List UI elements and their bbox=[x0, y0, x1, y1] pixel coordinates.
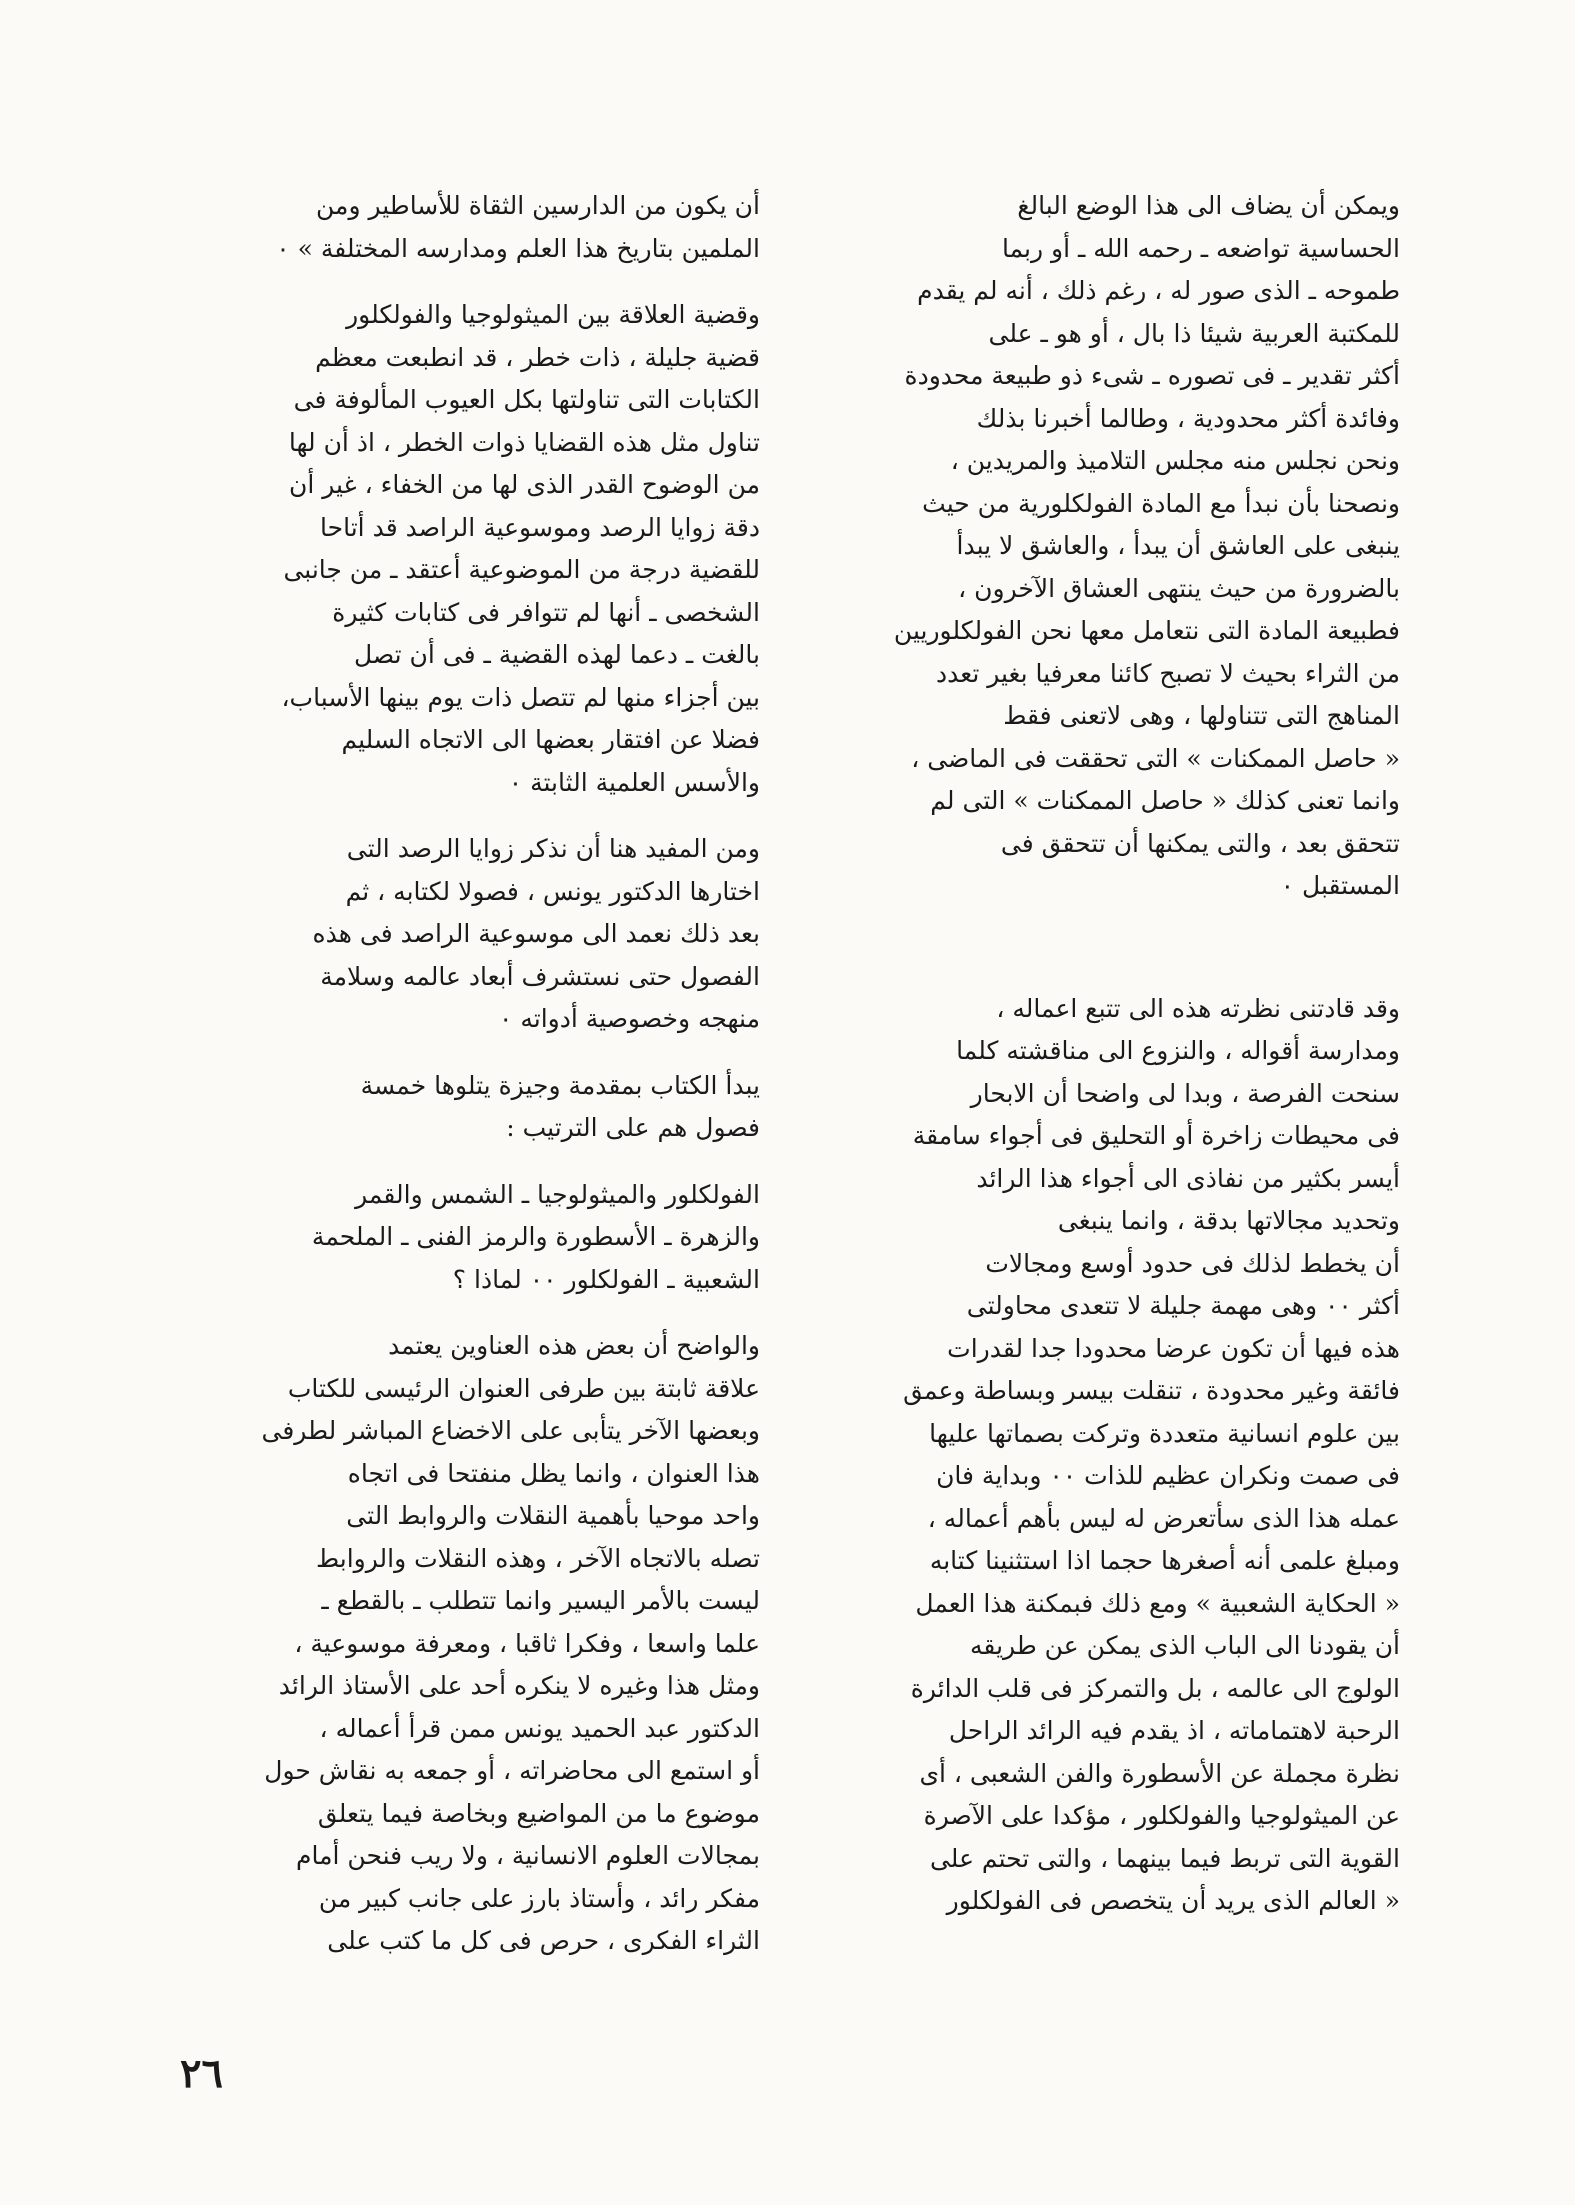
paragraph: يبدأ الكتاب بمقدمة وجيزة يتلوها خمسة فصول هم على الترتيب : bbox=[360, 1070, 760, 1142]
paragraph: والواضح أن بعض هذه العناوين يعتمد علاقة ثابتة بين طرفى العنوان الرئيسى للكتاب وبعضها الآخر يتأبى على الاخضاع المباشر لطرفى هذا العنوان ، وانما يظل منفتحا فى اتجاه واحد موحيا بأهمية النقلات والروابط التى تصله بالاتجاه الآخر ، وهذه النقلات والروابط ليست بالأمر اليسير وانما تتطلب ـ بالقطع ـ علما واسعا ، وفكرا ثاقبا ، ومعرفة موسوعية ، ومثل هذا وغيره لا ينكره أحد على الأستاذ الرائد الدكتور عبد الحميد يونس ممن قرأ أعماله ، أو استمع الى محاضراته ، أو جمعه به نقاش حول موضوع ما من المواضيع وبخاصة فيما يتعلق بمجالات العلوم الانسانية ، ولا ريب فنحن أمام مفكر رائد ، وأستاذ بارز على جانب كبير من الثراء الفكرى ، حرص فى كل ما كتب على bbox=[261, 1331, 760, 1955]
paragraph: أن يكون من الدارسين الثقاة للأساطير ومن الملمين بتاريخ هذا العلم ومدارسه المختلفة » ٠ bbox=[276, 191, 760, 263]
paragraph: ويمكن أن يضاف الى هذا الوضع البالغ الحساسية تواضعه ـ رحمه الله ـ أو ربما طموحه ـ الذى صور له ، رغم ذلك ، أنه لم يقدم للمكتبة العربية شيئا ذا بال ، أو هو ـ على أكثر تقدير ـ فى تصوره ـ شىء ذو طبيعة محدودة وفائدة أكثر محدودية ، وطالما أخبرنا بذلك ونحن نجلس منه مجلس التلاميذ والمريدين ، ونصحنا بأن نبدأ مع المادة الفولكلورية من حيث ينبغى على العاشق أن يبدأ ، والعاشق لا يبدأ بالضرورة من حيث ينتهى العشاق الآخرون ، فطبيعة المادة التى نتعامل معها نحن الفولكلوريين من الثراء بحيث لا تصبح كائنا معرفيا بغير تعدد المناهج التى تتناولها ، وهى لاتعنى فقط « حاصل الممكنات » التى تحققت فى الماضى ، وانما تعنى كذلك « حاصل الممكنات » التى لم تتحقق بعد ، والتى يمكنها أن تتحقق فى المستقبل ٠ bbox=[893, 191, 1400, 900]
paragraph: وقد قادتنى نظرته هذه الى تتبع اعماله ، ومدارسة أقواله ، والنزوع الى مناقشته كلما سنحت الفرصة ، وبدا لى واضحا أن الابحار فى محيطات زاخرة أو التحليق فى أجواء سامقة أيسر بكثير من نفاذى الى أجواء هذا الرائد وتحديد مجالاتها بدقة ، وانما ينبغى أن يخطط لذلك فى حدود أوسع ومجالات أكثر ٠٠ وهى مهمة جليلة لا تتعدى محاولتى هذه فيها أن تكون عرضا محدودا جدا لقدرات فائقة وغير محدودة ، تنقلت بيسر وبساطة وعمق بين علوم انسانية متعددة وتركت بصماتها عليها فى صمت ونكران عظيم للذات ٠٠ وبداية فان عمله هذا الذى سأتعرض له ليس بأهم أعماله ، ومبلغ علمى أنه أصغرها حجما اذا استثنينا كتابه « الحكاية الشعبية » ومع ذلك فبمكنة هذا العمل أن يقودنا الى الباب الذى يمكن عن طريقه الولوج الى عالمه ، بل والتمركز فى قلب الدائرة الرحبة لاهتماماته ، اذ يقدم فيه الرائد الراحل نظرة مجملة عن الأسطورة والفن الشعبى ، أى عن الميثولوجيا والفولكلور ، مؤكدا على الآصرة القوية التى تربط فيما بينهما ، والتى تحتم على « العالم الذى يريد أن يتخصص فى الفولكلور bbox=[903, 993, 1400, 1915]
right-column bbox=[810, 185, 1400, 1923]
page-number: ٢٦ bbox=[180, 2050, 223, 2097]
paragraph: وقضية العلاقة بين الميثولوجيا والفولكلور قضية جليلة ، ذات خطر ، قد انطبعت معظم الكتابات التى تناولتها بكل العيوب المألوفة فى تناول مثل هذه القضايا ذوات الخطر ، اذ أن لها من الوضوح القدر الذى لها من الخفاء ، غير أن دقة زوايا الرصد وموسوعية الراصد قد أتاحا للقضية درجة من الموضوعية أعتقد ـ من جانبى الشخصى ـ أنها لم تتوافر فى كتابات كثيرة بالغت ـ دعما لهذه القضية ـ فى أن تصل بين أجزاء منها لم تتصل ذات يوم بينها الأسباب، فضلا عن افتقار بعضها الى الاتجاه السليم والأسس العلمية الثابتة ٠ bbox=[281, 300, 760, 797]
paragraph: ومن المفيد هنا أن نذكر زوايا الرصد التى اختارها الدكتور يونس ، فصولا لكتابه ، ثم بعد ذلك نعمد الى موسوعية الراصد فى هذه الفصول حتى نستشرف أبعاد عالمه وسلامة منهجه وخصوصية أدواته ٠ bbox=[312, 834, 760, 1033]
left-column bbox=[170, 185, 760, 1963]
paragraph: الفولكلور والميثولوجيا ـ الشمس والقمر والزهرة ـ الأسطورة والرمز الفنى ـ الملحمة الشعبية ـ الفولكلور ٠٠ لماذا ؟ bbox=[311, 1179, 760, 1294]
